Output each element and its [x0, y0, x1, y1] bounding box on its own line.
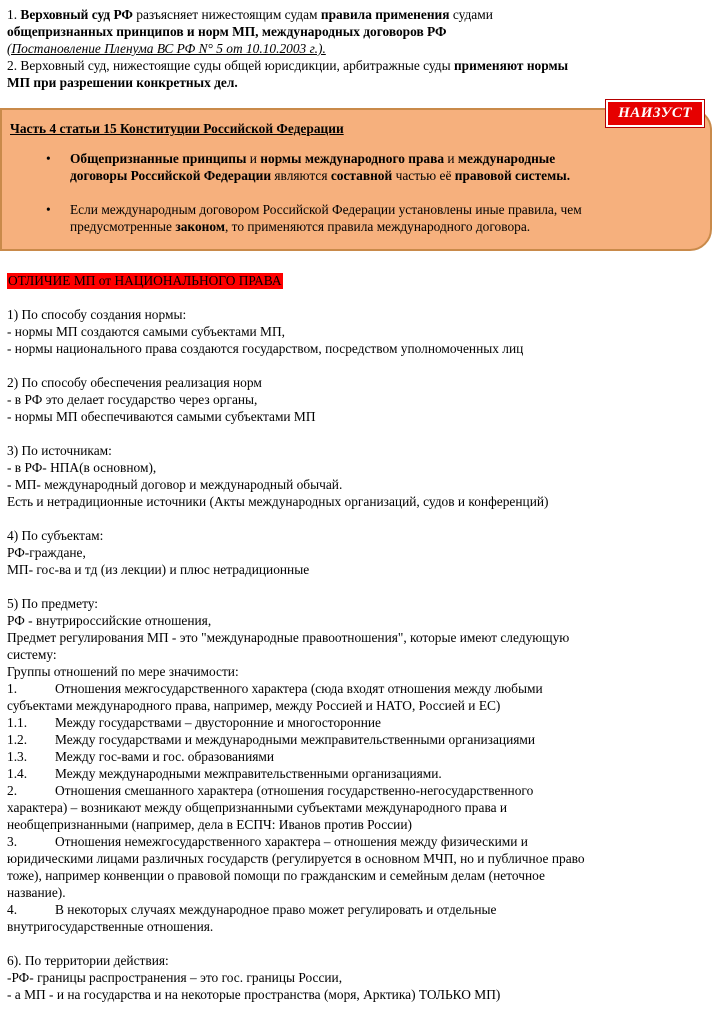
list-item: [7, 714, 713, 731]
section-heading: ОТЛИЧИЕ МП от НАЦИОНАЛЬНОГО ПРАВА: [8, 273, 282, 288]
section-creation: 1) По способу создания нормы: - нормы МП создаются самыми субъектами МП, - нормы национального права создаются государством, посредством уполномоченных лиц: [7, 307, 524, 356]
list-item: [7, 680, 713, 714]
list-item: [7, 833, 713, 901]
item-continuation: субъектами международного права, например, между Россией и НАТО, Россией и ЕС): [7, 698, 501, 713]
item-continuation: юридическими лицами различных государств (регулируется в основном МЧП, но и публичное право: [7, 851, 585, 866]
list-item: • Если международным договором Российской Федерации установлены иные правила, чем предусмотренные законом, то применяются правила международного договора.: [46, 202, 582, 234]
item-number: 4.: [7, 902, 18, 917]
item-number: 1.4.: [7, 766, 28, 781]
intro-block: [7, 6, 713, 91]
item-continuation: внутригосударственные отношения.: [7, 919, 214, 934]
item-text: Отношения смешанного характера (отношения государственно-негосударственного: [55, 783, 534, 798]
item-text: Отношения немежгосударственного характера – отношения между физическими и: [55, 834, 528, 849]
item-number: 1.3.: [7, 749, 28, 764]
bullet-icon: •: [46, 202, 51, 217]
list-item: [7, 782, 713, 833]
memorize-stamp: НАИЗУСТ: [606, 100, 704, 127]
intro-line-4: 2. Верховный суд, нижестоящие суды общей юрисдикции, арбитражные суды применяют нормы: [7, 58, 569, 73]
item-number: 3.: [7, 834, 18, 849]
section-territory: 6). По территории действия: -РФ- границы распространения – это гос. границы России, - а МП - и на государства и на некоторые пространства (моря, Арктика) ТОЛЬКО МП): [7, 953, 501, 1002]
bullet-icon: •: [46, 151, 51, 166]
item-number: 1.: [7, 681, 18, 696]
callout-list: [2, 150, 692, 252]
item-continuation: название).: [7, 885, 66, 900]
list-item: [7, 748, 713, 765]
section-subjects: 4) По субъектам: РФ-граждане, МП- гос-ва и тд (из лекции) и плюс нетрадиционные: [7, 528, 310, 577]
item-text: Между государствами – двусторонние и многосторонние: [55, 715, 382, 730]
intro-line-1: 1. Верховный суд РФ разъясняет нижестоящим судам правила применения судами: [7, 7, 493, 22]
document-page: [7, 0, 713, 1003]
constitution-callout: [0, 105, 712, 251]
item-continuation: тоже), например конвенции о правовой помощи по гражданским и семейным делам (неточное: [7, 868, 545, 883]
list-item: [7, 731, 713, 748]
item-text: Отношения межгосударственного характера (сюда входят отношения между любыми: [55, 681, 543, 696]
item-text: Между международными межправительственными организациями.: [55, 766, 442, 781]
section-enforcement: 2) По способу обеспечения реализация норм - в РФ это делает государство через органы, - нормы МП обеспечиваются самыми субъектами МП: [7, 375, 316, 424]
item-text: Между государствами и международными межправительственными организациями: [55, 732, 536, 747]
item-number: 2.: [7, 783, 18, 798]
list-item: • Общепризнанные принципы и нормы международного права и международные договоры Российской Федерации являются составной частью её правовой системы.: [46, 151, 571, 183]
item-continuation: характера) – возникают между общепризнанными субъектами международного права и: [7, 800, 508, 815]
intro-line-5: МП при разрешении конкретных дел.: [7, 75, 238, 90]
item-continuation: необщепризнанными (например, дела в ЕСПЧ: Иванов против России): [7, 817, 412, 832]
callout-title: Часть 4 статьи 15 Конституции Российской Федерации: [10, 121, 344, 136]
item-number: 1.2.: [7, 732, 28, 747]
list-item: [7, 901, 713, 935]
section-subject-matter: 5) По предмету: РФ - внутрироссийские отношения, Предмет регулирования МП - это "международные правоотношения", которые имеют следующую систему: Группы отношений по мере значимости: 1. Отношения межгосударственного характера (сюда входят отношения между любыми субъектами международного права, например, между Россией и НАТО, Россией и ЕС) 1.1. Между государствами – двусторонние и многосторонние 1.2. Между государствами и международными межправительственными организациями 1.3. Между гос-вами и гос. образованиями 1.4. Между международными межправительственными организациями. 2. Отношения смешанного характера (отношения государственно-негосударственного характера) – возникают между общепризнанными субъектами международного права и необщепризнанными (например, дела в ЕСПЧ: Иванов против России) 3. Отношения немежгосударственного характера – отношения между физическими и юридическими лицами различных государств (регулируется в основном МЧП, но и публичное право тоже), например конвенции о правовой помощи по гражданским и семейным делам (неточное название). 4. В некоторых случаях международное право может регулировать и отдельные внутригосударственные отношения.: [7, 595, 713, 935]
relations-list: [7, 680, 713, 935]
list-item: [7, 765, 713, 782]
intro-line-2: общепризнанных принципов и норм МП, международных договоров РФ: [7, 24, 447, 39]
section-sources: 3) По источникам: - в РФ- НПА(в основном), - МП- международный договор и международный обычай. Есть и нетрадиционные источники (Акты международных организаций, судов и конференций): [7, 443, 549, 509]
item-text: В некоторых случаях международное право может регулировать и отдельные: [55, 902, 497, 917]
item-text: Между гос-вами и гос. образованиями: [55, 749, 275, 764]
intro-line-3: (Постановление Пленума ВС РФ N° 5 от 10.10.2003 г.).: [7, 41, 326, 56]
item-number: 1.1.: [7, 715, 28, 730]
